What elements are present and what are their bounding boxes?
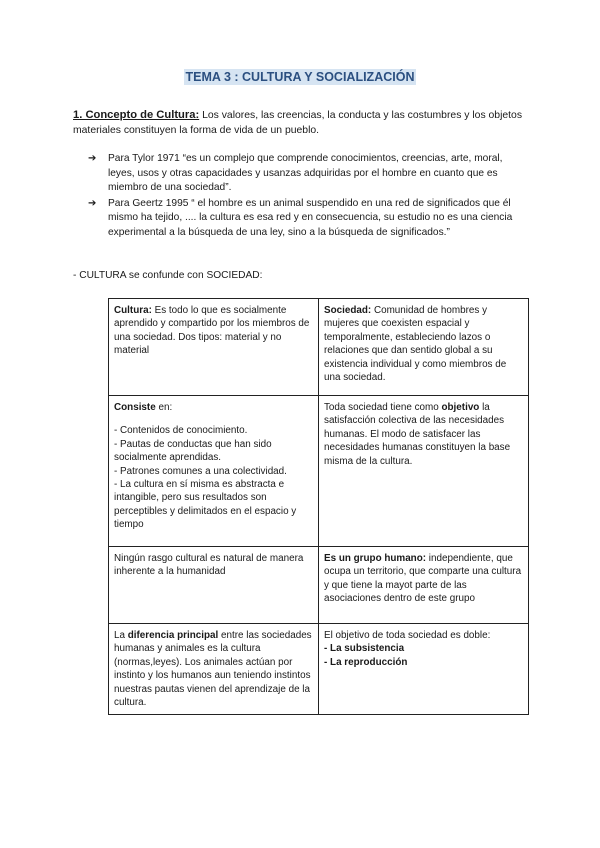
cell-diferencia: La diferencia principal entre las sociedades humanas y animales es la cultura (normas,leyes). Los animales actúan por instinto y los humanos aun teniendo instintos nuestras pautas vienen del aprendizaje de la cultura. xyxy=(109,624,319,715)
cell-objetivo: Toda sociedad tiene como objetivo la satisfacción colectiva de las necesidades humanas. El modo de satisfacer las necesidades humanas constituyen la base misma de la cultura. xyxy=(319,396,529,547)
arrow-right-icon: ➔ xyxy=(88,197,97,209)
list-item: - Pautas de conductas que han sido socialmente aprendidas. xyxy=(114,438,272,464)
intro-text: Los valores, las creencias, la conducta y las costumbres y los objetos materiales constituyen la forma de vida de un pueblo. xyxy=(73,110,523,136)
table-row xyxy=(109,299,529,396)
quote-list xyxy=(88,152,528,242)
list-item: - La subsistencia xyxy=(324,643,405,655)
list-item: - Patrones comunes a una colectividad. xyxy=(114,465,287,477)
intro-paragraph xyxy=(73,108,533,138)
confunde-line: - CULTURA se confunde con SOCIEDAD: xyxy=(73,270,263,281)
table-row xyxy=(109,547,529,624)
arrow-right-icon: ➔ xyxy=(88,153,97,164)
list-item: - Contenidos de conocimiento. xyxy=(114,425,248,437)
quote-tylor: ➔ Para Tylor 1971 “es un complejo que comprende conocimientos, creencias, arte, moral, leyes, usos y otras capacidades y usanzas adquiridas por el hombre en cuanto que es miembro de una sociedad”. xyxy=(88,153,503,194)
table-row xyxy=(109,624,529,715)
list-item: - La cultura en sí misma es abstracta e intangible, pero sus resultados son perceptibles y delimitados en el espacio y tiempo xyxy=(114,479,297,531)
cell-consiste: Consiste en: - Contenidos de conocimiento. - Pautas de conductas que han sido socialmente aprendidas. - Patrones comunes a una colectividad. - La cultura en sí misma es abstracta e intangible, pero sus resultados son perceptibles y delimitados en el espacio y tiempo xyxy=(109,396,319,547)
list-item: - La reproducción xyxy=(324,656,408,668)
cell-rasgo: Ningún rasgo cultural es natural de manera inherente a la humanidad xyxy=(109,547,319,624)
cultura-sociedad-table xyxy=(108,298,529,715)
cell-cultura: Cultura: Es todo lo que es socialmente aprendido y compartido por los miembros de una sociedad. Dos tipos: material y no material xyxy=(109,299,319,396)
quote-geertz: ➔ Para Geertz 1995 “ el hombre es un animal suspendido en una red de significados que él mismo ha tejido, .... la cultura es esa red y en consecuencia, su estudio no es una ciencia experimental a la búsqueda de una ley, sino a la búsqueda de significados.” xyxy=(88,197,513,238)
page-title: TEMA 3 : CULTURA Y SOCIALIZACIÓN xyxy=(185,70,415,84)
section-heading: 1. Concepto de Cultura: xyxy=(73,109,200,121)
cell-grupo-humano: Es un grupo humano: independiente, que ocupa un territorio, que comparte una cultura y que tiene la mayot parte de las asociaciones dentro de este grupo xyxy=(319,547,529,624)
table-row xyxy=(109,396,529,547)
cell-objetivo-doble: El objetivo de toda sociedad es doble: - La subsistencia - La reproducción xyxy=(319,624,529,715)
cell-sociedad: Sociedad: Comunidad de hombres y mujeres que coexisten espacial y temporalmente, estableciendo lazos o relaciones que dan sentido global a su existencia individual y como miembros de una sociedad. xyxy=(319,299,529,396)
